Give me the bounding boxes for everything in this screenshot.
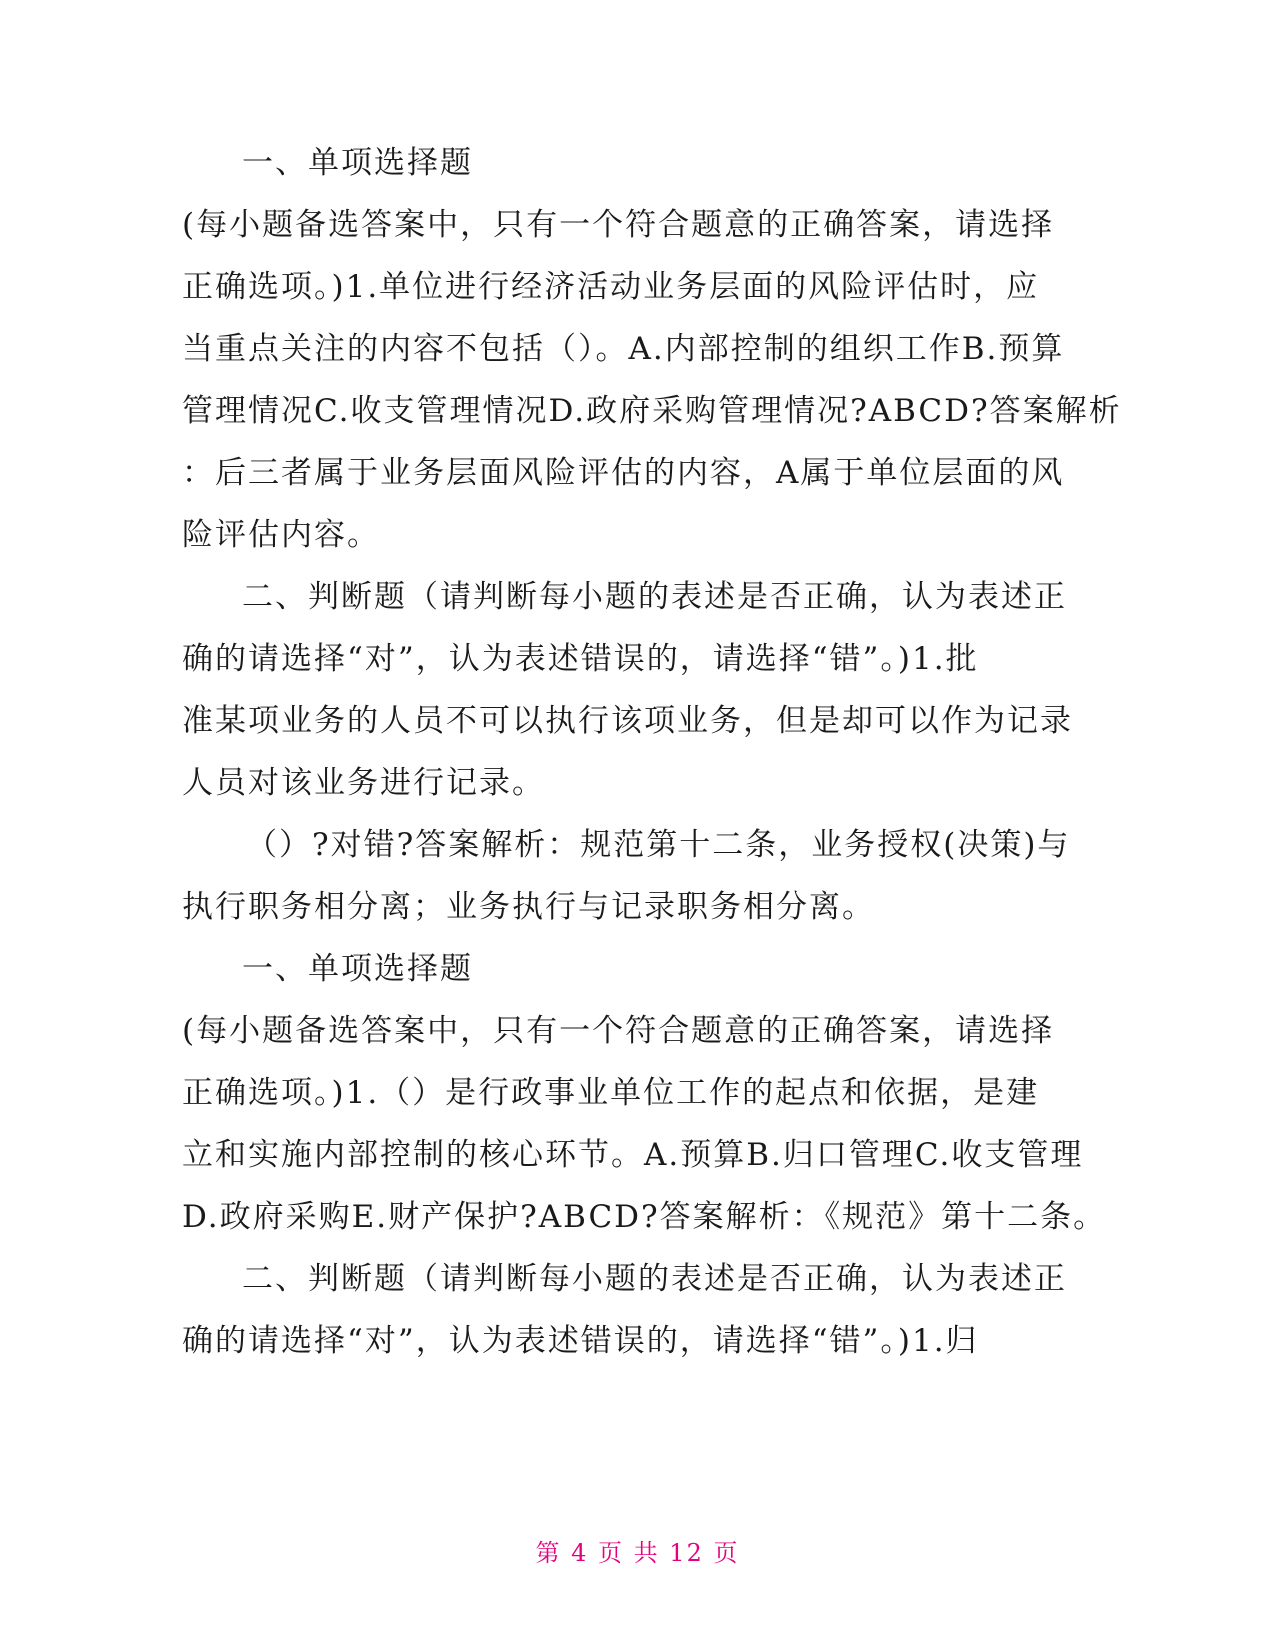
- text-line: 执行职务相分离；业务执行与记录职务相分离。: [182, 889, 875, 925]
- section-heading: 一、单项选择题: [242, 951, 473, 987]
- text-line: 确的请选择“对”，认为表述错误的，请选择“错”。)1.归: [182, 1323, 979, 1359]
- text-line: 险评估内容。: [182, 517, 380, 553]
- section-heading: 二、判断题（请判断每小题的表述是否正确，认为表述正: [242, 1261, 1067, 1297]
- text-line: (每小题备选答案中，只有一个符合题意的正确答案，请选择: [182, 207, 1055, 243]
- text-line: 管理情况C.收支管理情况D.政府采购管理情况?ABCD?答案解析: [182, 393, 1122, 429]
- text-line: (每小题备选答案中，只有一个符合题意的正确答案，请选择: [182, 1013, 1055, 1049]
- text-line: （）?对错?答案解析：规范第十二条，业务授权(决策)与: [246, 827, 1071, 863]
- page-number-footer: 第 4 页 共 12 页: [535, 1539, 740, 1567]
- section-heading: 一、单项选择题: [242, 145, 473, 181]
- text-line: 准某项业务的人员不可以执行该项业务，但是却可以作为记录: [182, 703, 1073, 739]
- text-line: D.政府采购E.财产保护?ABCD?答案解析：《规范》第十二条。: [182, 1199, 1107, 1235]
- text-line: 确的请选择“对”，认为表述错误的，请选择“错”。)1.批: [182, 641, 979, 677]
- text-line: 当重点关注的内容不包括（）。A.内部控制的组织工作B.预算: [182, 331, 1065, 367]
- text-line: 人员对该业务进行记录。: [182, 765, 545, 801]
- text-line: 正确选项。)1.单位进行经济活动业务层面的风险评估时，应: [182, 269, 1040, 305]
- section-heading: 二、判断题（请判断每小题的表述是否正确，认为表述正: [242, 579, 1067, 615]
- text-line: 正确选项。)1.（）是行政事业单位工作的起点和依据，是建: [182, 1075, 1040, 1111]
- text-line: ：后三者属于业务层面风险评估的内容，A属于单位层面的风: [182, 455, 1065, 491]
- text-line: 立和实施内部控制的核心环节。A.预算B.归口管理C.收支管理: [182, 1137, 1084, 1173]
